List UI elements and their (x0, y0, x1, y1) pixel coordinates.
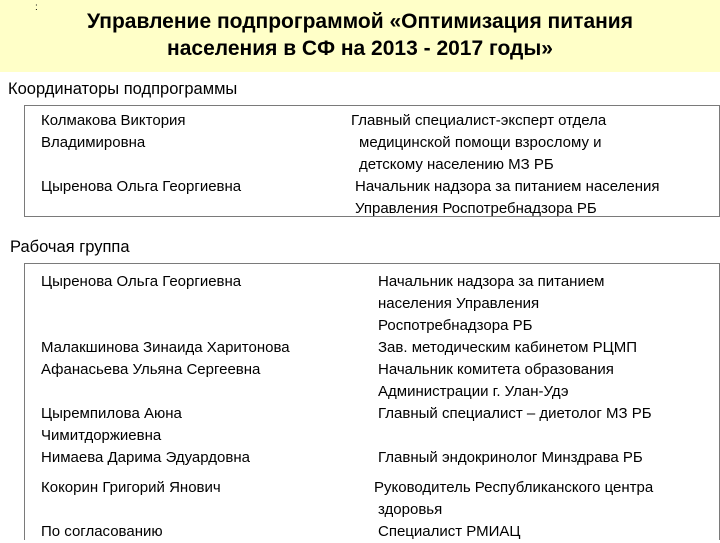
member-role: Главный специалист – диетолог МЗ РБ Главный эндокринолог Минздрава РБ (378, 405, 652, 466)
member-role: Специалист РМИАЦ (378, 523, 521, 540)
member-role: Руководитель Республиканского центра здоровья (374, 479, 654, 518)
coordinator-name: Колмакова Виктория Владимировна (41, 112, 186, 151)
page-title (0, 8, 720, 62)
member-role: Начальник надзора за питанием населения Управления Роспотребнадзора РБ (378, 273, 605, 334)
member-name: Малакшинова Зинаида Харитонова Афанасьева Ульяна Сергеевна (41, 339, 290, 378)
member-name: Цыренова Ольга Георгиевна (41, 273, 242, 290)
member-name: Кокорин Григорий Янович (41, 479, 221, 496)
member-role: Зав. методическим кабинетом РЦМП Начальник комитета образования Администрации г. Улан-Удэ (378, 339, 638, 400)
title-line-1: Управление подпрограммой «Оптимизация питания (87, 10, 633, 33)
working-group-box (24, 263, 720, 540)
coordinator-role: Начальник надзора за питанием населения Управления Роспотребнадзора РБ (355, 178, 660, 217)
title-line-2: населения в СФ на 2013 - 2017 годы» (167, 37, 553, 60)
member-name: По согласованию (41, 523, 163, 540)
coordinators-box (24, 105, 720, 217)
coordinator-name: Цыренова Ольга Георгиевна (41, 178, 242, 195)
coordinator-role: Главный специалист-эксперт отдела медицинской помощи взрослому и детскому населению МЗ РБ (351, 112, 607, 173)
title-banner (0, 0, 720, 72)
coordinators-heading: Координаторы подпрограммы (8, 80, 238, 98)
member-name: Цыремпилова Аюна Чимитдоржиевна Нимаева Дарима Эдуардовна (41, 405, 250, 466)
corner-mark: : (35, 2, 38, 13)
working-group-heading: Рабочая группа (10, 238, 130, 256)
